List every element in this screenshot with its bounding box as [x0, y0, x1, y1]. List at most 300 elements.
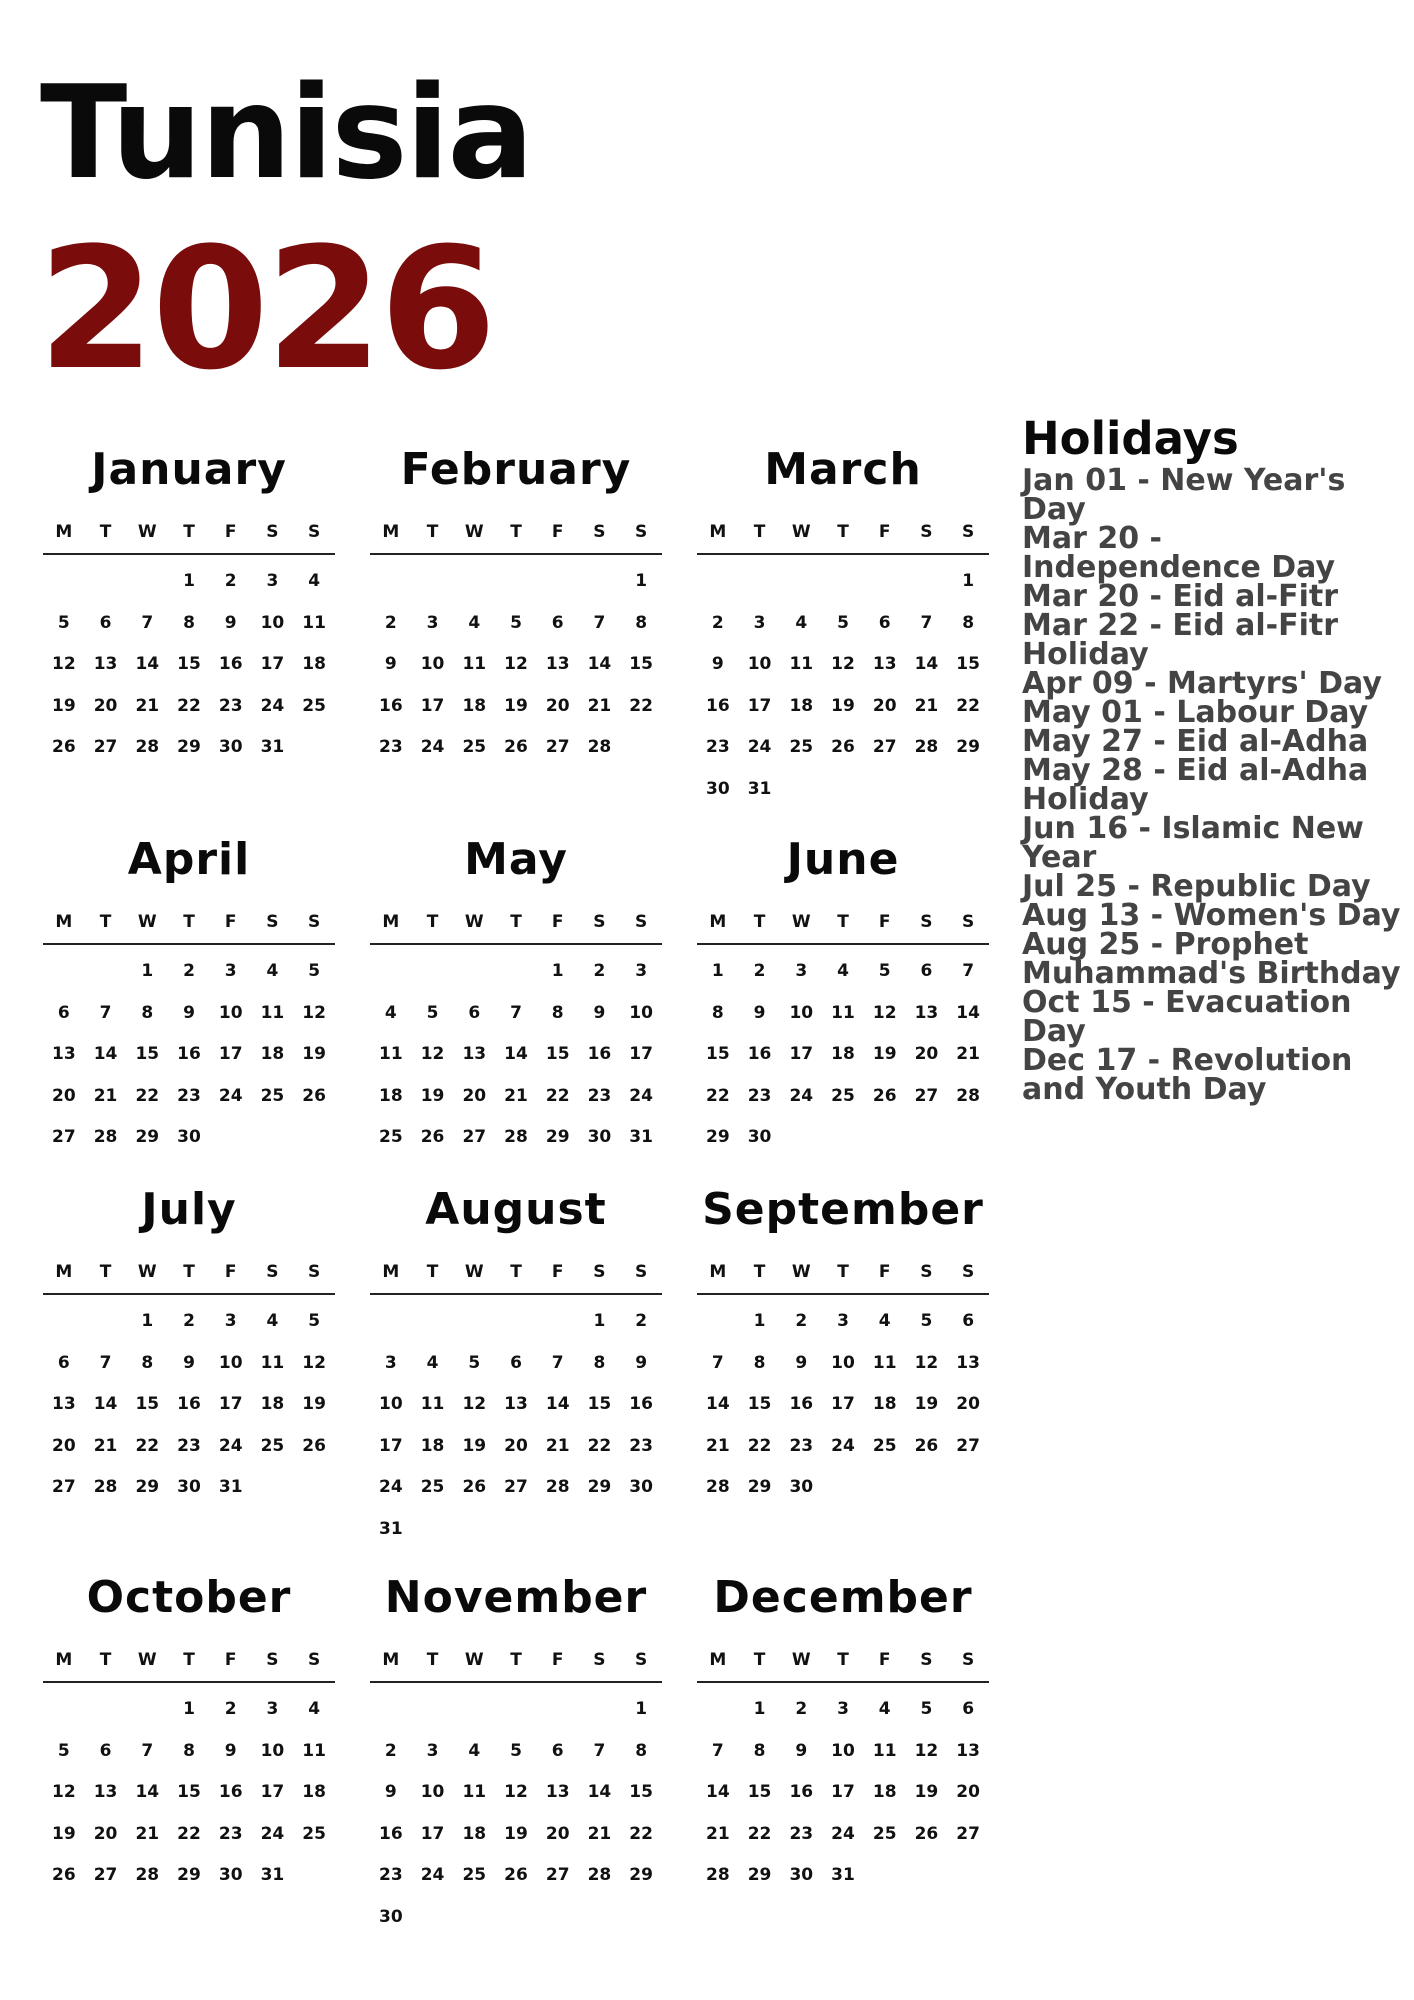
weekday-label: T [753, 522, 766, 542]
weekday-label: S [593, 1262, 606, 1282]
holiday-list [1022, 463, 1402, 1107]
day-cell: 26 [302, 1435, 326, 1456]
day-cell: 12 [302, 1002, 326, 1023]
day-cell: 21 [545, 1435, 570, 1456]
day-cell: 3 [224, 961, 237, 981]
day-cell: 22 [135, 1435, 160, 1456]
weekday-label: T [510, 1650, 522, 1670]
day-cell: 6 [468, 1002, 481, 1023]
day-cell: 3 [837, 1699, 849, 1719]
day-cell: 30 [587, 1127, 612, 1147]
day-cell: 24 [831, 1435, 855, 1456]
day-cell: 12 [420, 1044, 445, 1064]
day-cell: 23 [379, 1865, 403, 1885]
month-name: February [400, 444, 632, 495]
day-cell: 5 [837, 612, 849, 633]
month-name: March [764, 444, 922, 495]
empty-cell [537, 561, 579, 603]
day-cell: 6 [920, 961, 933, 981]
days-grid [370, 561, 662, 769]
weekday-label: W [791, 1262, 811, 1282]
month-name: June [786, 834, 900, 885]
day-cell: 16 [747, 1044, 772, 1064]
day-cell: 12 [504, 654, 528, 674]
empty-cell [85, 951, 127, 993]
month-august [370, 1175, 662, 1550]
day-cell: 31 [260, 1865, 285, 1885]
day-cell: 25 [462, 737, 487, 757]
day-cell: 7 [711, 1740, 724, 1761]
day-cell: 11 [462, 1782, 487, 1802]
day-cell: 24 [747, 737, 772, 757]
day-cell: 19 [302, 1044, 326, 1064]
weekday-label: M [709, 1262, 727, 1282]
day-cell: 7 [593, 612, 606, 633]
weekday-label: F [878, 912, 891, 932]
day-cell: 19 [831, 695, 855, 716]
day-cell: 4 [308, 1699, 321, 1719]
month-name: September [702, 1184, 984, 1235]
day-cell: 12 [504, 1782, 528, 1802]
days-grid [43, 1301, 335, 1509]
day-cell: 12 [914, 1740, 939, 1761]
day-cell: 29 [177, 737, 201, 757]
day-cell: 27 [545, 1865, 570, 1885]
month-name: October [86, 1572, 292, 1623]
weekday-label: T [753, 912, 766, 932]
day-cell: 1 [141, 1311, 154, 1331]
day-cell: 18 [302, 1782, 326, 1802]
weekday-label: S [962, 1262, 975, 1282]
weekday-label: T [837, 1262, 849, 1282]
weekday-header [697, 515, 989, 555]
day-cell: 26 [504, 1865, 528, 1885]
holiday-item: Jun 16 - Islamic New Year [1022, 811, 1364, 875]
day-cell: 27 [956, 1435, 980, 1456]
empty-cell [370, 951, 412, 993]
weekday-label: F [878, 522, 891, 542]
day-cell: 12 [914, 1352, 939, 1373]
day-cell: 23 [177, 1435, 201, 1456]
weekday-label: S [593, 912, 606, 932]
weekday-label: F [878, 1650, 891, 1670]
empty-cell [43, 561, 85, 603]
day-cell: 6 [99, 1740, 112, 1761]
day-cell: 7 [711, 1352, 724, 1373]
day-cell: 8 [962, 612, 975, 633]
day-cell: 12 [831, 654, 855, 674]
day-cell: 12 [52, 654, 76, 674]
weekday-label: T [426, 912, 439, 932]
day-cell: 27 [52, 1127, 76, 1147]
day-cell: 9 [753, 1002, 766, 1023]
day-cell: 30 [789, 1865, 814, 1885]
day-cell: 10 [260, 612, 285, 633]
weekday-label: T [99, 1650, 112, 1670]
weekday-label: W [791, 912, 811, 932]
day-cell: 24 [260, 695, 285, 716]
day-cell: 7 [551, 1352, 564, 1373]
day-cell: 22 [747, 1435, 772, 1456]
day-cell: 17 [831, 1394, 855, 1414]
day-cell: 17 [260, 654, 285, 674]
day-cell: 7 [141, 1740, 154, 1761]
day-cell: 25 [260, 1085, 285, 1106]
day-cell: 2 [635, 1311, 648, 1331]
day-cell: 13 [545, 654, 570, 674]
day-cell: 10 [260, 1740, 285, 1761]
weekday-label: S [635, 912, 648, 932]
weekday-label: T [183, 1262, 195, 1282]
day-cell: 8 [753, 1352, 766, 1373]
day-cell: 31 [747, 778, 772, 799]
day-cell: 26 [504, 737, 528, 757]
day-cell: 30 [218, 737, 243, 757]
day-cell: 19 [302, 1394, 326, 1414]
weekday-label: S [635, 1262, 648, 1282]
day-cell: 4 [308, 571, 321, 591]
weekday-header [370, 1643, 662, 1683]
day-cell: 16 [177, 1394, 201, 1414]
day-cell: 28 [706, 1477, 730, 1497]
day-cell: 22 [545, 1085, 570, 1106]
weekday-label: F [551, 1262, 564, 1282]
empty-cell [412, 1689, 454, 1731]
day-cell: 22 [956, 695, 980, 716]
day-cell: 31 [629, 1127, 653, 1147]
day-cell: 7 [920, 612, 933, 633]
weekday-label: S [962, 912, 975, 932]
day-cell: 12 [302, 1352, 326, 1373]
weekday-label: T [510, 522, 522, 542]
empty-cell [412, 1301, 454, 1343]
weekday-label: S [962, 522, 975, 542]
month-may [370, 825, 662, 1159]
weekday-label: T [183, 912, 195, 932]
day-cell: 18 [462, 695, 487, 716]
days-grid [43, 561, 335, 769]
empty-cell [453, 951, 495, 993]
day-cell: 31 [218, 1477, 243, 1497]
day-cell: 28 [135, 1865, 160, 1885]
day-cell: 28 [587, 1865, 612, 1885]
holiday-item: Jan 01 - New Year's Day [1022, 463, 1346, 527]
day-cell: 10 [420, 1782, 445, 1802]
weekday-label: W [464, 912, 484, 932]
day-cell: 2 [384, 612, 397, 633]
day-cell: 28 [587, 737, 612, 757]
day-cell: 8 [593, 1352, 606, 1373]
weekday-label: S [266, 522, 279, 542]
day-cell: 26 [872, 1085, 897, 1106]
empty-cell [453, 561, 495, 603]
day-cell: 31 [831, 1865, 855, 1885]
day-cell: 20 [956, 1782, 980, 1802]
day-cell: 7 [99, 1002, 112, 1023]
day-cell: 11 [260, 1002, 285, 1023]
day-cell: 4 [266, 1311, 279, 1331]
day-cell: 9 [711, 654, 724, 674]
day-cell: 10 [629, 1002, 653, 1023]
day-cell: 27 [52, 1477, 76, 1497]
day-cell: 14 [545, 1394, 570, 1414]
day-cell: 29 [135, 1477, 160, 1497]
weekday-label: W [464, 1650, 484, 1670]
day-cell: 8 [141, 1002, 154, 1023]
day-cell: 6 [510, 1352, 522, 1373]
day-cell: 9 [183, 1352, 195, 1373]
day-cell: 20 [545, 1823, 570, 1844]
weekday-label: S [308, 1262, 321, 1282]
weekday-label: S [635, 1650, 648, 1670]
empty-cell [370, 1301, 412, 1343]
day-cell: 26 [52, 1865, 76, 1885]
weekday-label: M [55, 1650, 73, 1670]
day-cell: 21 [93, 1085, 118, 1106]
day-cell: 10 [747, 654, 772, 674]
day-cell: 17 [629, 1044, 653, 1064]
empty-cell [495, 561, 537, 603]
day-cell: 31 [260, 737, 285, 757]
empty-cell [85, 1301, 127, 1343]
day-cell: 16 [789, 1782, 814, 1802]
weekday-label: M [382, 1650, 400, 1670]
day-cell: 3 [635, 961, 648, 981]
day-cell: 6 [551, 612, 564, 633]
day-cell: 5 [878, 961, 891, 981]
weekday-label: F [878, 1262, 891, 1282]
day-cell: 10 [831, 1740, 855, 1761]
day-cell: 27 [93, 737, 118, 757]
day-cell: 29 [545, 1127, 570, 1147]
day-cell: 13 [872, 654, 897, 674]
weekday-label: T [510, 1262, 522, 1282]
day-cell: 15 [135, 1394, 160, 1414]
day-cell: 30 [789, 1477, 814, 1497]
day-cell: 21 [504, 1085, 528, 1106]
weekday-header [43, 905, 335, 945]
day-cell: 29 [747, 1865, 772, 1885]
day-cell: 22 [629, 1823, 653, 1844]
weekday-label: F [551, 522, 564, 542]
day-cell: 23 [629, 1435, 653, 1456]
day-cell: 12 [872, 1002, 897, 1023]
day-cell: 28 [93, 1477, 118, 1497]
weekday-label: M [382, 912, 400, 932]
day-cell: 17 [379, 1435, 403, 1456]
day-cell: 1 [183, 1699, 195, 1719]
day-cell: 23 [789, 1823, 814, 1844]
day-cell: 16 [379, 695, 403, 716]
holiday-item: Dec 17 - Revolution and Youth Day [1022, 1043, 1353, 1107]
weekday-label: F [224, 1650, 237, 1670]
weekday-label: W [464, 522, 484, 542]
day-cell: 27 [462, 1127, 487, 1147]
day-cell: 30 [379, 1906, 403, 1927]
day-cell: 6 [878, 612, 891, 633]
day-cell: 1 [711, 961, 724, 981]
day-cell: 28 [545, 1477, 570, 1497]
day-cell: 22 [747, 1823, 772, 1844]
weekday-label: M [382, 1262, 400, 1282]
day-cell: 26 [914, 1435, 939, 1456]
day-cell: 16 [706, 695, 730, 716]
day-cell: 10 [218, 1002, 243, 1023]
day-cell: 23 [218, 695, 243, 716]
weekday-label: F [224, 1262, 237, 1282]
empty-cell [495, 1301, 537, 1343]
weekday-label: W [464, 1262, 484, 1282]
day-cell: 26 [52, 737, 76, 757]
month-october [43, 1563, 335, 1897]
weekday-label: S [920, 1650, 933, 1670]
day-cell: 8 [635, 1740, 648, 1761]
day-cell: 13 [52, 1044, 76, 1064]
day-cell: 1 [753, 1311, 766, 1331]
day-cell: 18 [789, 695, 814, 716]
empty-cell [453, 1301, 495, 1343]
day-cell: 19 [914, 1394, 939, 1414]
weekday-label: T [183, 1650, 195, 1670]
day-cell: 27 [93, 1865, 118, 1885]
day-cell: 17 [831, 1782, 855, 1802]
empty-cell [85, 561, 127, 603]
page-title: Tunisia [40, 59, 532, 208]
day-cell: 10 [831, 1352, 855, 1373]
day-cell: 3 [753, 612, 766, 633]
day-cell: 25 [831, 1085, 855, 1106]
day-cell: 17 [789, 1044, 814, 1064]
day-cell: 24 [260, 1823, 285, 1844]
day-cell: 4 [266, 961, 279, 981]
days-grid [43, 1689, 335, 1897]
day-cell: 28 [914, 737, 939, 757]
weekday-label: T [99, 522, 112, 542]
day-cell: 14 [135, 654, 160, 674]
day-cell: 24 [789, 1085, 814, 1106]
weekday-label: S [920, 522, 933, 542]
month-december [697, 1563, 989, 1897]
weekday-label: T [426, 1262, 439, 1282]
day-cell: 14 [93, 1394, 118, 1414]
day-cell: 18 [379, 1085, 403, 1106]
day-cell: 5 [920, 1699, 933, 1719]
day-cell: 30 [177, 1477, 201, 1497]
year-heading: 2026 [38, 211, 494, 407]
day-cell: 3 [266, 571, 279, 591]
day-cell: 14 [587, 654, 612, 674]
day-cell: 9 [384, 1782, 397, 1802]
day-cell: 19 [462, 1435, 487, 1456]
day-cell: 26 [302, 1085, 326, 1106]
weekday-label: F [224, 522, 237, 542]
weekday-label: T [837, 912, 849, 932]
day-cell: 16 [629, 1394, 653, 1414]
day-cell: 23 [218, 1823, 243, 1844]
day-cell: 5 [308, 961, 321, 981]
empty-cell [453, 1689, 495, 1731]
day-cell: 29 [747, 1477, 772, 1497]
day-cell: 1 [551, 961, 564, 981]
day-cell: 15 [545, 1044, 570, 1064]
day-cell: 4 [468, 1740, 481, 1761]
day-cell: 10 [218, 1352, 243, 1373]
weekday-label: M [709, 1650, 727, 1670]
day-cell: 21 [135, 1823, 160, 1844]
day-cell: 15 [706, 1044, 730, 1064]
day-cell: 20 [52, 1435, 76, 1456]
day-cell: 1 [962, 571, 975, 591]
day-cell: 14 [135, 1782, 160, 1802]
weekday-label: S [308, 522, 321, 542]
day-cell: 15 [629, 654, 653, 674]
weekday-label: S [266, 912, 279, 932]
empty-cell [822, 561, 864, 603]
day-cell: 12 [462, 1394, 487, 1414]
weekday-label: S [962, 1650, 975, 1670]
weekday-label: T [753, 1262, 766, 1282]
month-january [43, 435, 335, 769]
weekday-label: M [382, 522, 400, 542]
day-cell: 6 [551, 1740, 564, 1761]
day-cell: 1 [753, 1699, 766, 1719]
day-cell: 1 [635, 1699, 648, 1719]
day-cell: 27 [545, 737, 570, 757]
day-cell: 11 [789, 654, 814, 674]
weekday-label: T [837, 1650, 849, 1670]
day-cell: 16 [789, 1394, 814, 1414]
day-cell: 8 [551, 1002, 564, 1023]
day-cell: 16 [218, 1782, 243, 1802]
empty-cell [370, 1689, 412, 1731]
day-cell: 24 [218, 1085, 243, 1106]
weekday-label: W [137, 1262, 157, 1282]
day-cell: 30 [218, 1865, 243, 1885]
month-name: August [425, 1184, 607, 1235]
day-cell: 9 [795, 1352, 808, 1373]
empty-cell [43, 1689, 85, 1731]
weekday-label: T [426, 522, 439, 542]
weekday-label: M [709, 522, 727, 542]
day-cell: 9 [224, 612, 237, 633]
day-cell: 23 [379, 737, 403, 757]
day-cell: 25 [872, 1823, 897, 1844]
day-cell: 11 [379, 1044, 403, 1064]
day-cell: 28 [93, 1127, 118, 1147]
day-cell: 29 [706, 1127, 730, 1147]
days-grid [370, 1689, 662, 1938]
day-cell: 15 [587, 1394, 612, 1414]
day-cell: 11 [260, 1352, 285, 1373]
holiday-item: Mar 20 - Eid al-Fitr [1022, 579, 1339, 614]
day-cell: 1 [183, 571, 195, 591]
weekday-header [43, 1643, 335, 1683]
holiday-item: May 27 - Eid al-Adha [1022, 724, 1369, 759]
holiday-item: Aug 25 - Prophet Muhammad's Birthday [1022, 927, 1401, 991]
weekday-label: S [593, 1650, 606, 1670]
day-cell: 3 [426, 612, 439, 633]
day-cell: 5 [920, 1311, 933, 1331]
holiday-item: Mar 20 - Independence Day [1022, 521, 1336, 585]
day-cell: 26 [462, 1477, 487, 1497]
day-cell: 25 [462, 1865, 487, 1885]
day-cell: 10 [789, 1002, 814, 1023]
day-cell: 19 [914, 1782, 939, 1802]
day-cell: 11 [831, 1002, 855, 1023]
day-cell: 21 [587, 695, 612, 716]
month-name: July [141, 1184, 237, 1235]
day-cell: 16 [379, 1823, 403, 1844]
